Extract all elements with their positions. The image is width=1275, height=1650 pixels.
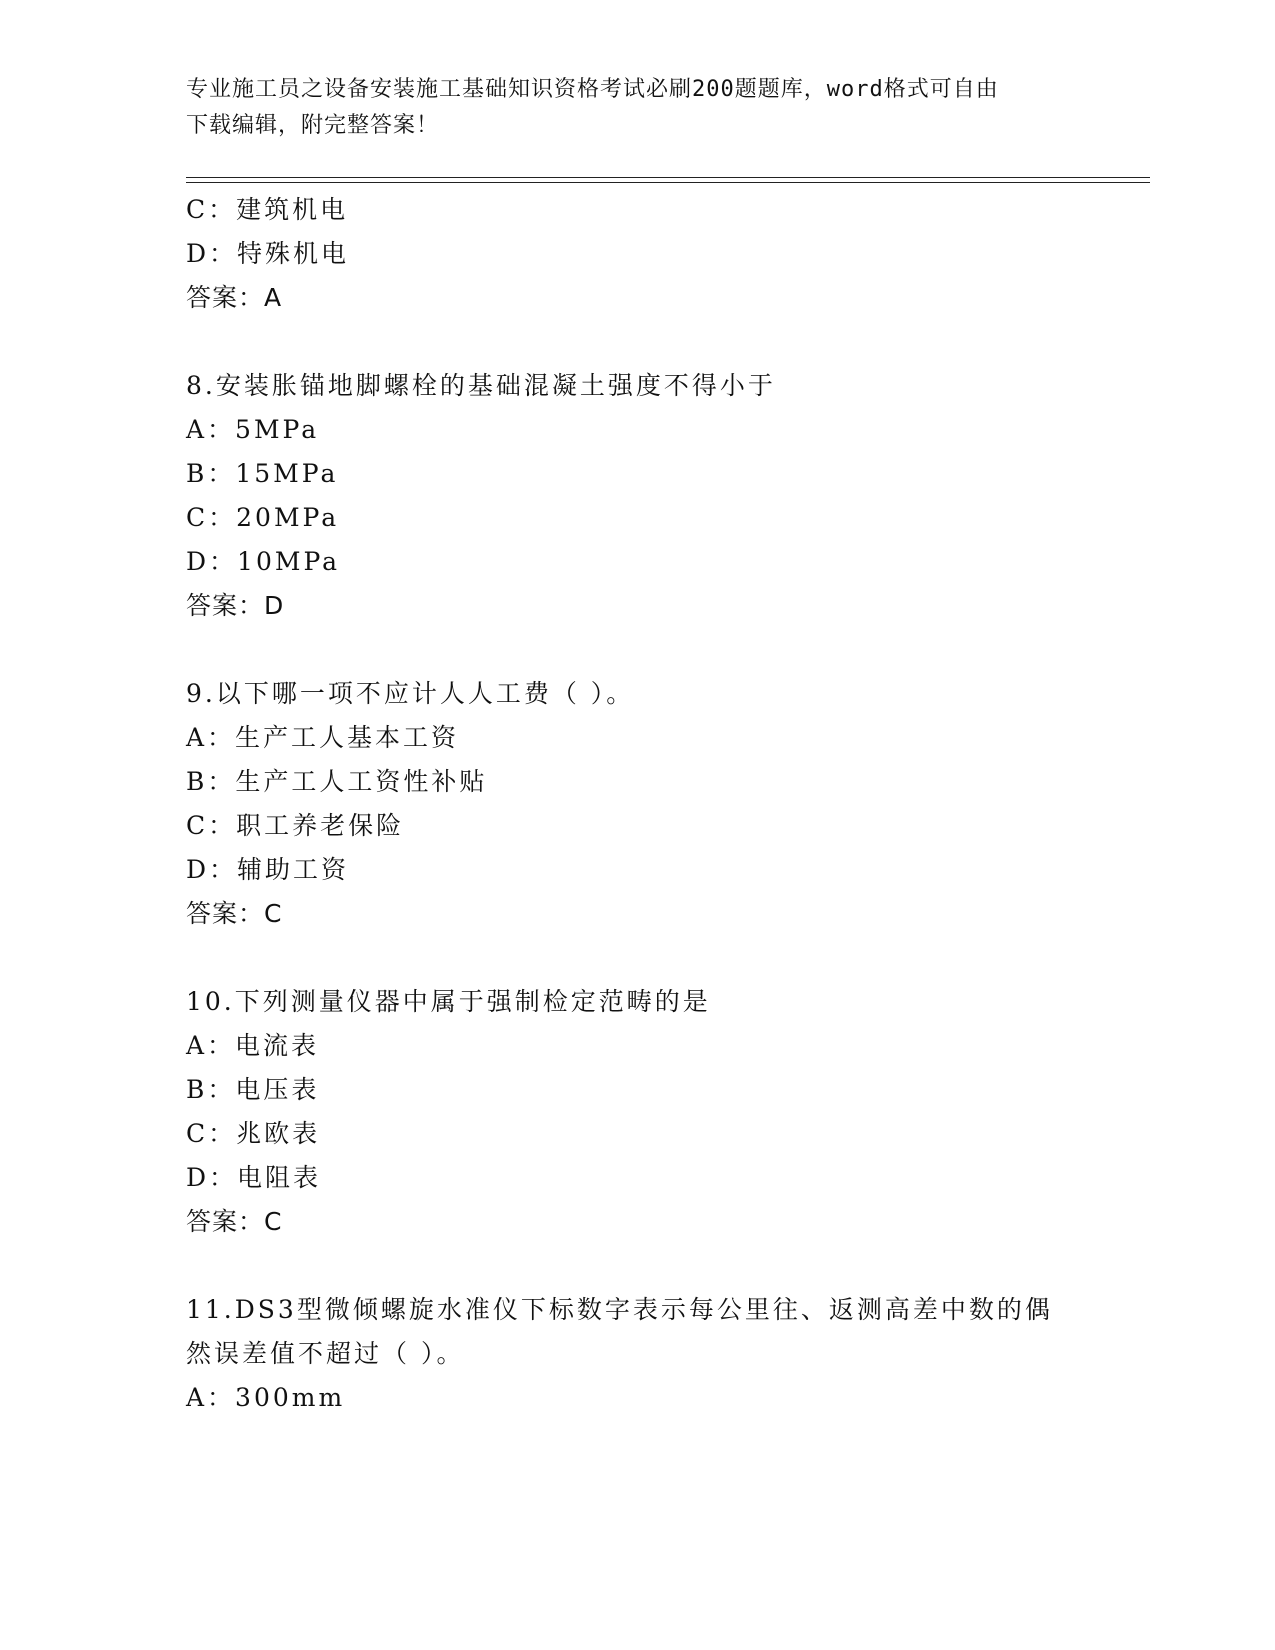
q8-option-b: B：15MPa	[186, 459, 339, 488]
q7-option-d: D：特殊机电	[186, 239, 350, 268]
q8-option-c: C：20MPa	[186, 503, 340, 532]
q10-answer: 答案：C	[186, 1207, 283, 1236]
header-divider-bottom	[186, 182, 1150, 183]
header-divider-top	[186, 177, 1150, 178]
q10-question: 10.下列测量仪器中属于强制检定范畴的是	[186, 987, 711, 1016]
q8-answer: 答案：D	[186, 591, 285, 620]
q10-option-d: D：电阻表	[186, 1163, 322, 1192]
q7-answer: 答案：A	[186, 283, 283, 312]
q9-question: 9.以下哪一项不应计人人工费（ ）。	[186, 679, 635, 708]
q9-option-d: D：辅助工资	[186, 855, 350, 884]
q9-option-b: B：生产工人工资性补贴	[186, 767, 488, 796]
q10-option-a: A：电流表	[186, 1031, 320, 1060]
q9-option-c: C：职工养老保险	[186, 811, 405, 840]
q9-answer: 答案：C	[186, 899, 283, 928]
q10-option-b: B：电压表	[186, 1075, 320, 1104]
header-line-2: 下载编辑，附完整答案！	[186, 113, 440, 138]
q11-option-a: A：300mm	[186, 1383, 346, 1412]
q11-question-line-2: 然误差值不超过（ ）。	[186, 1339, 465, 1368]
q8-option-d: D：10MPa	[186, 547, 341, 576]
q8-question: 8.安装胀锚地脚螺栓的基础混凝土强度不得小于	[186, 371, 776, 400]
q8-option-a: A：5MPa	[186, 415, 320, 444]
q7-option-c: C：建筑机电	[186, 195, 349, 224]
q9-option-a: A：生产工人基本工资	[186, 723, 460, 752]
q10-option-c: C：兆欧表	[186, 1119, 321, 1148]
document-header	[186, 72, 1066, 144]
q11-question-line-1: 11.DS3型微倾螺旋水准仪下标数字表示每公里往、返测高差中数的偶	[186, 1295, 1053, 1324]
header-line-1: 专业施工员之设备安装施工基础知识资格考试必刷200题题库，word格式可自由	[186, 77, 999, 102]
